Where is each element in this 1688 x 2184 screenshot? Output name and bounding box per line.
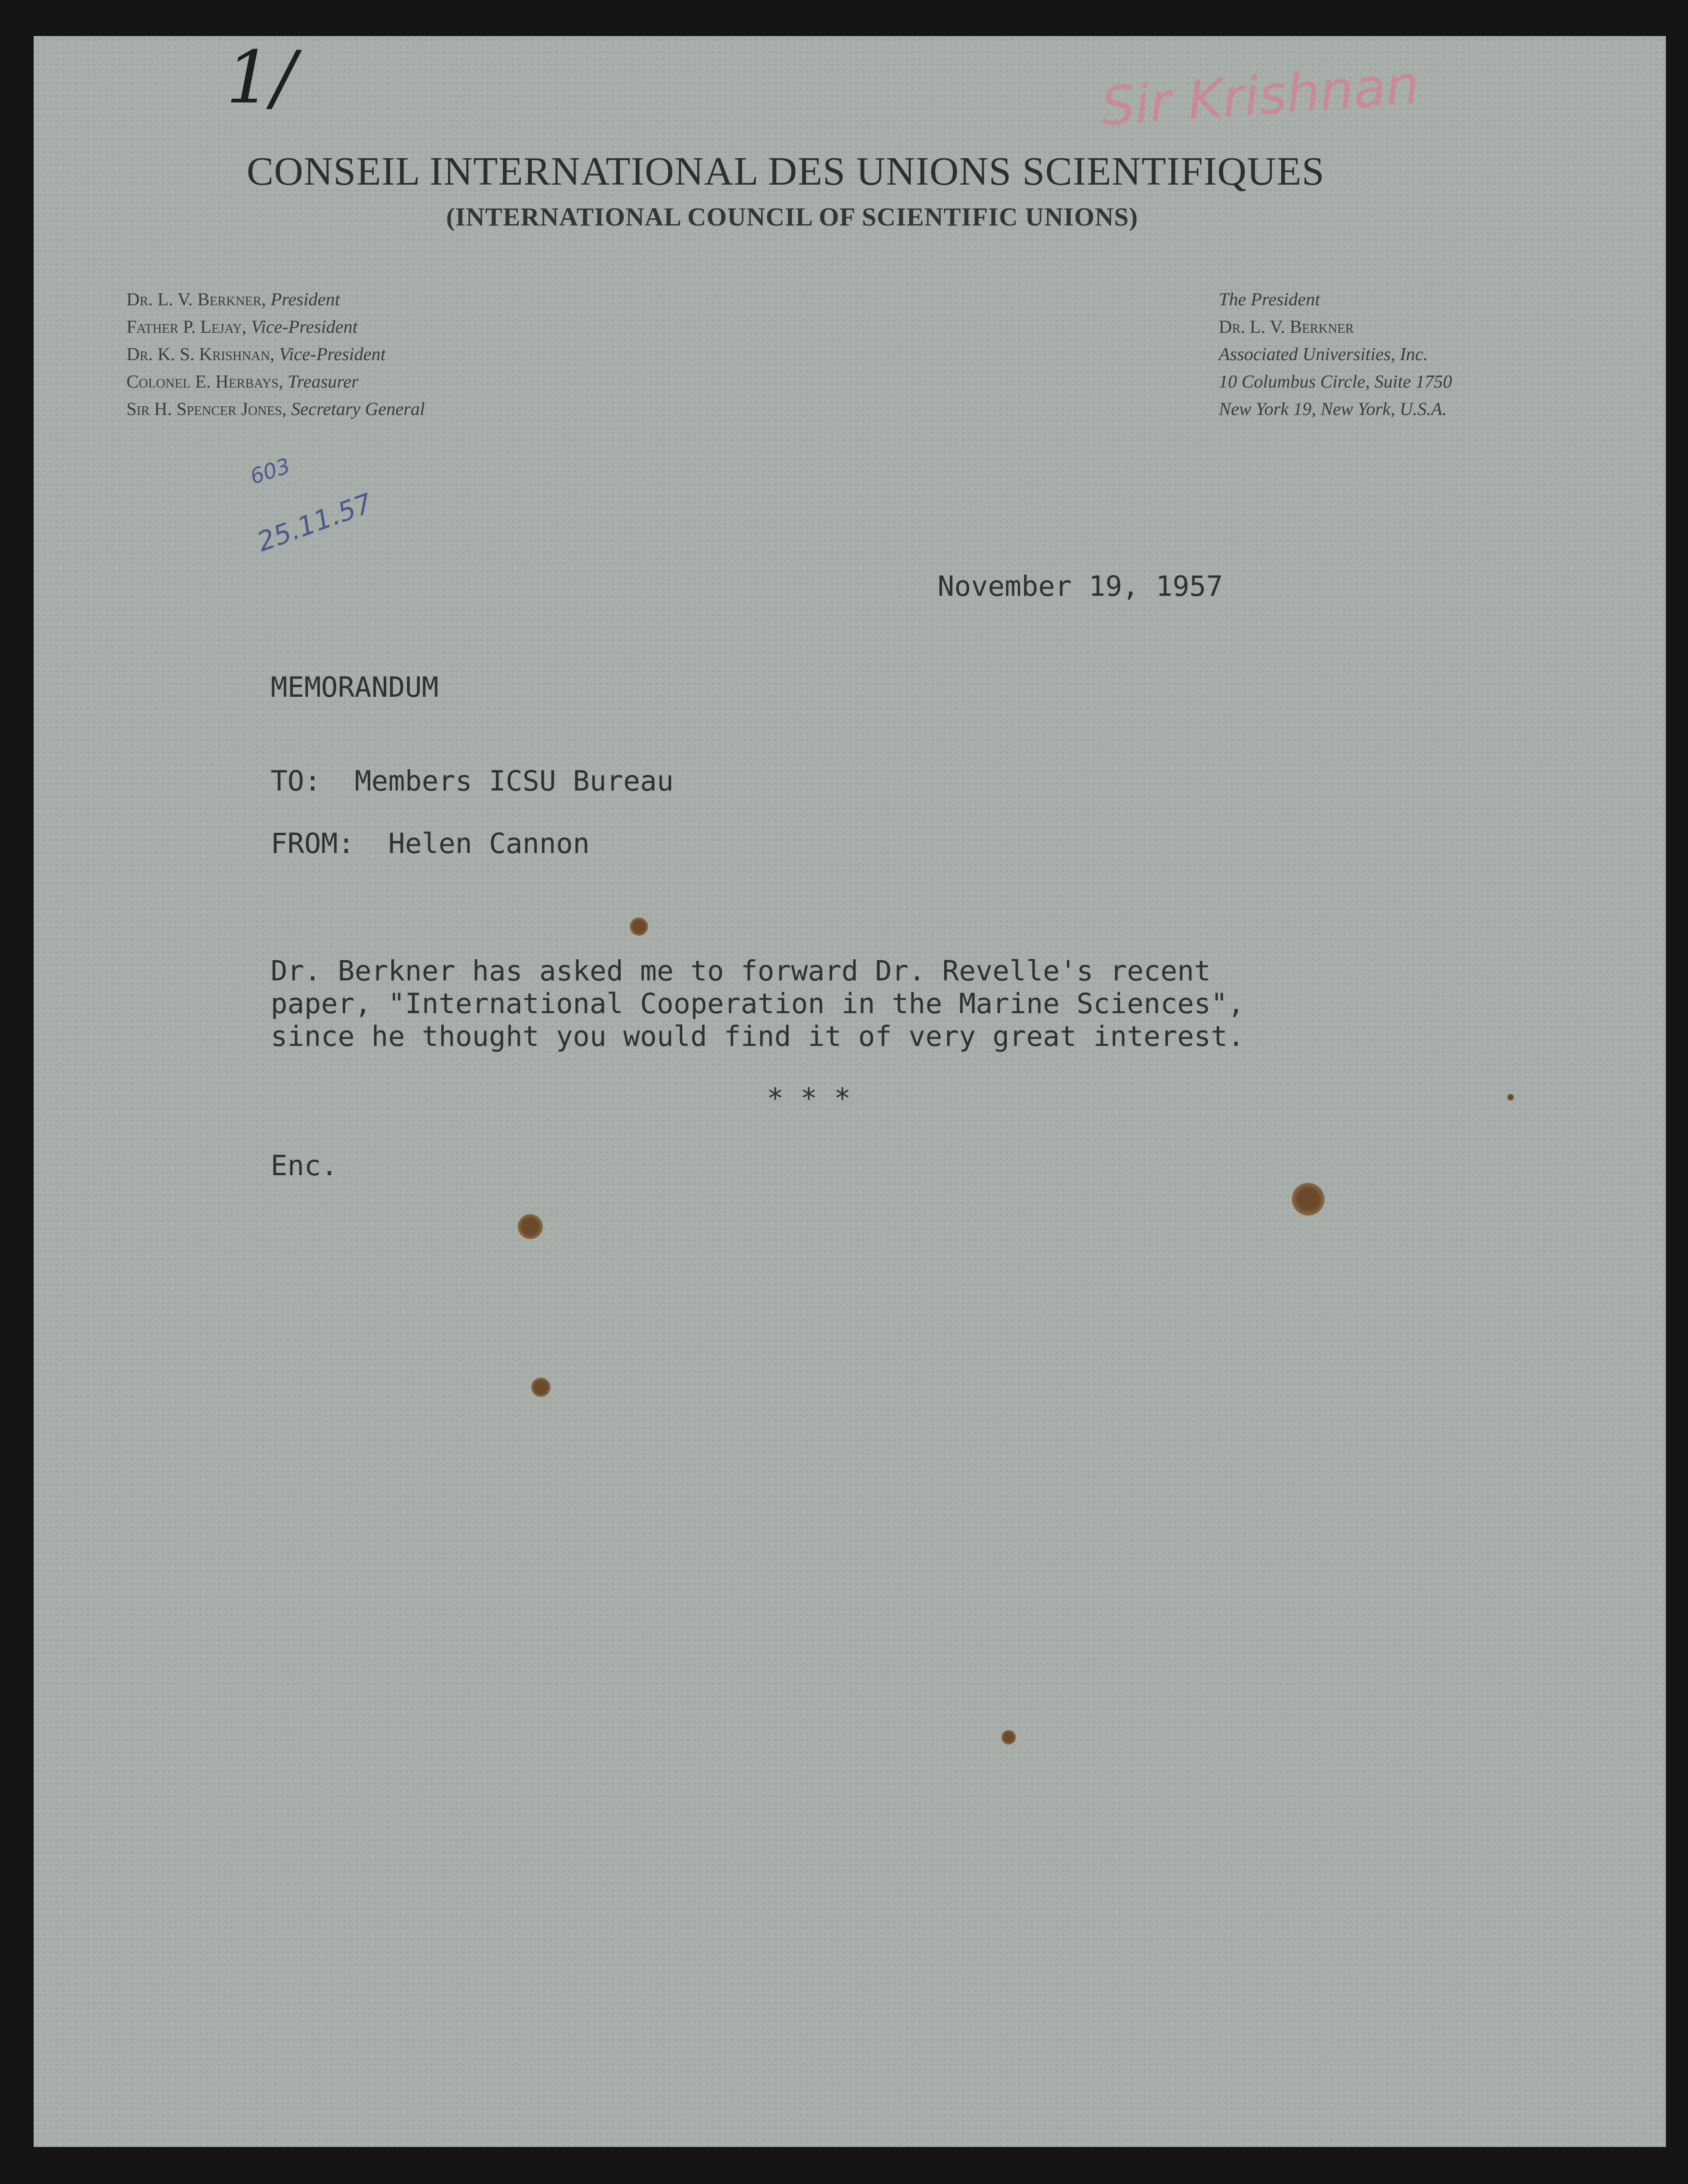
stain-spot (1507, 1094, 1514, 1101)
from-label: FROM: (271, 827, 355, 860)
letterhead-title: CONSEIL INTERNATIONAL DES UNIONS SCIENTIFIQUES (247, 149, 1325, 194)
memo-heading: MEMORANDUM (271, 671, 439, 703)
to-value: Members ICSU Bureau (354, 765, 674, 797)
officer-row: Dr. L. V. Berkner, President (126, 289, 340, 310)
officer-row: Father P. Lejay, Vice-President (126, 317, 358, 337)
memo-separator: * * * (767, 1082, 851, 1115)
stain-spot (630, 917, 648, 936)
memo-from (271, 827, 589, 860)
handwritten-received-date: 25.11.57 (253, 488, 376, 558)
memo-to (271, 765, 674, 797)
officer-row: Dr. K. S. Krishnan, Vice-President (126, 344, 386, 364)
stain-spot (518, 1214, 543, 1239)
officer-row: Sir H. Spencer Jones, Secretary General (126, 399, 425, 419)
letterhead-subtitle: (INTERNATIONAL COUNCIL OF SCIENTIFIC UNIONS) (446, 202, 1138, 231)
address-line: New York 19, New York, U.S.A. (1219, 399, 1447, 419)
address-line: 10 Columbus Circle, Suite 1750 (1219, 372, 1452, 392)
to-label: TO: (271, 765, 321, 797)
officers-list (126, 286, 425, 423)
stain-spot (1292, 1183, 1325, 1216)
handwritten-reference-number: 603 (247, 453, 293, 490)
stain-spot (531, 1378, 550, 1397)
officer-row: Colonel E. Herbays, Treasurer (126, 372, 359, 392)
handwritten-mark: 1/ (226, 36, 296, 120)
body-line: paper, "International Cooperation in the Marine Sciences", (271, 987, 1245, 1020)
memo-body (271, 954, 1244, 1053)
body-line: Dr. Berkner has asked me to forward Dr. Revelle's recent (271, 954, 1211, 987)
memo-enclosure: Enc. (271, 1149, 338, 1182)
stain-spot (1001, 1730, 1016, 1745)
handwritten-name: Sir Krishnan (1099, 54, 1422, 138)
address-line: Dr. L. V. Berkner (1219, 317, 1354, 337)
memo-date: November 19, 1957 (938, 570, 1223, 602)
address-line: Associated Universities, Inc. (1219, 344, 1428, 364)
address-line: The President (1219, 289, 1320, 310)
president-address (1219, 286, 1452, 423)
from-value: Helen Cannon (388, 827, 590, 860)
body-line: since he thought you would find it of very great interest. (271, 1020, 1245, 1053)
